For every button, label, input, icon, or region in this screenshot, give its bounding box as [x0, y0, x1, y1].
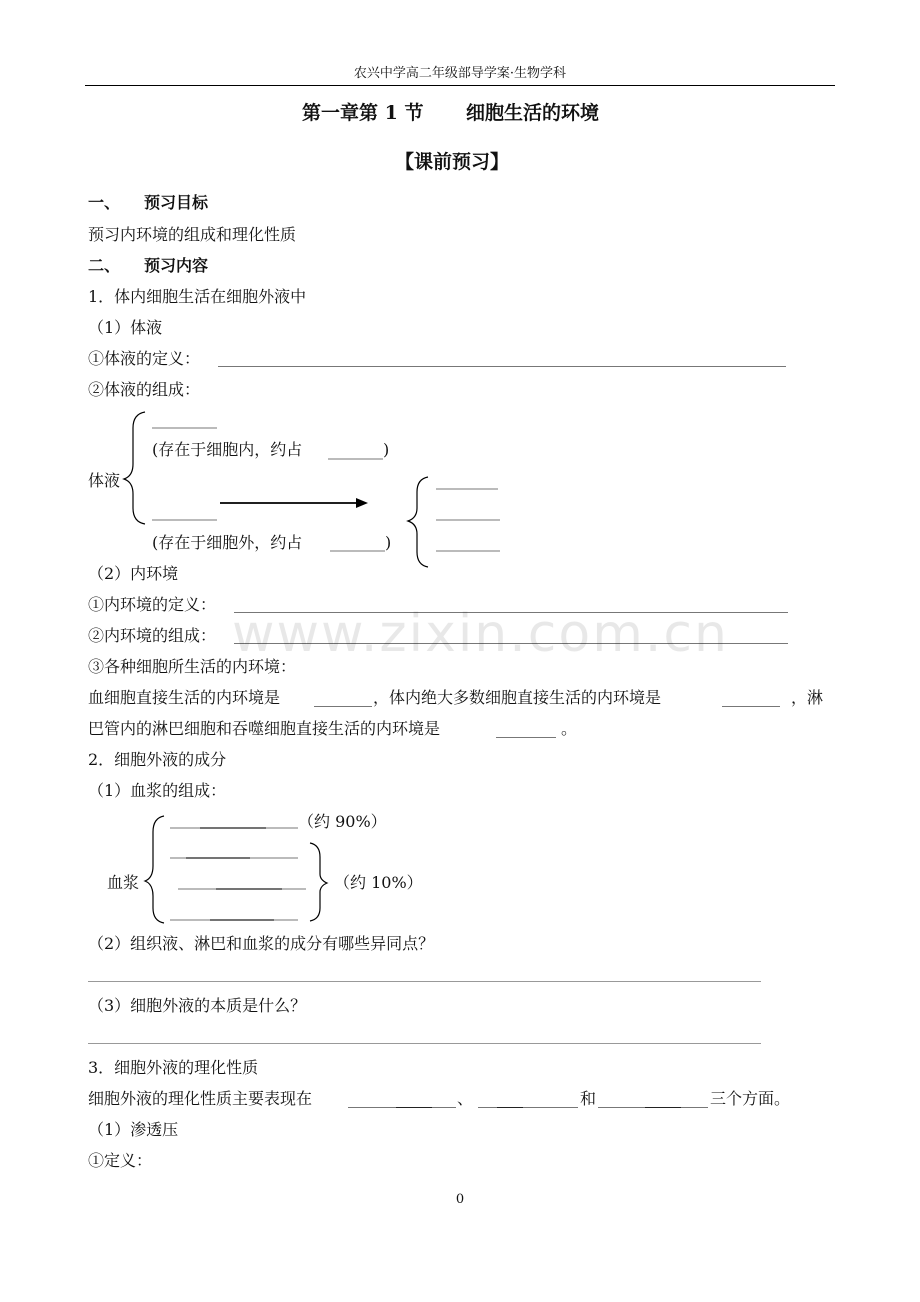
point-2-1: （1）血浆的组成：	[88, 781, 227, 800]
paragraph-line-1b: ，体内绝大多数细胞直接生活的内环境是	[373, 688, 662, 707]
plasma-water-percent: （约 90%）	[298, 812, 387, 831]
property-blank-2[interactable]	[478, 1107, 578, 1108]
osmotic-definition-label: ①定义：	[88, 1151, 153, 1170]
blood-cell-env-blank[interactable]	[314, 706, 372, 707]
property-blank-2-bold	[497, 1107, 523, 1108]
point-1-heading: 1．体内细胞生活在细胞外液中	[88, 287, 307, 306]
properties-text-d: 三个方面。	[710, 1089, 791, 1108]
point-3-1: （1）渗透压	[88, 1120, 179, 1139]
most-cells-env-blank[interactable]	[722, 706, 780, 707]
paragraph-line-2b: 。	[561, 719, 578, 738]
preview-goal: 预习内环境的组成和理化性质	[88, 225, 297, 244]
properties-text-b: 、	[457, 1089, 474, 1108]
point-2-3: （3）细胞外液的本质是什么？	[88, 996, 307, 1015]
chapter-title: 第一章第 1 节	[302, 102, 424, 124]
body-fluid-label: 体液	[88, 471, 121, 490]
plasma-label: 血浆	[107, 873, 140, 892]
point-3-heading: 3．细胞外液的理化性质	[88, 1058, 259, 1077]
property-blank-3-bold	[645, 1107, 681, 1108]
watermark-text: www.zixin.com.cn	[232, 604, 729, 664]
property-blank-1-bold	[396, 1107, 432, 1108]
point-1-2: （2）内环境	[88, 564, 179, 583]
extracellular-note: (存在于细胞外，约占	[152, 533, 303, 552]
answer-line-2-2[interactable]	[88, 981, 761, 982]
preview-heading: 【课前预习】	[395, 151, 510, 173]
paragraph-line-1a: 血细胞直接生活的内环境是	[88, 688, 281, 707]
body-fluid-brace	[124, 412, 145, 524]
point-1-1: （1）体液	[88, 318, 163, 337]
paragraph-line-2a: 巴管内的淋巴细胞和吞噬细胞直接生活的内环境是	[88, 719, 441, 738]
plasma-other-percent: （约 10%）	[334, 873, 423, 892]
plasma-brace	[145, 816, 164, 923]
internal-env-definition-label: ①内环境的定义：	[88, 595, 217, 614]
point-2-2: （2）组织液、淋巴和血浆的成分有哪些异同点？	[88, 934, 435, 953]
lesson-title: 细胞生活的环境	[466, 102, 600, 124]
extracellular-brace	[408, 477, 428, 567]
section-one-title: 预习目标	[144, 193, 209, 212]
answer-line-2-3[interactable]	[88, 1043, 761, 1044]
cells-environment-question: ③各种细胞所生活的内环境：	[88, 657, 297, 676]
intracellular-note-close: )	[383, 440, 390, 459]
extracellular-note-close: )	[385, 533, 392, 552]
properties-text-a: 细胞外液的理化性质主要表现在	[88, 1089, 313, 1108]
plasma-right-brace	[310, 843, 327, 921]
section-one-number: 一、	[88, 193, 121, 212]
section-two-title: 预习内容	[144, 256, 209, 275]
section-two-number: 二、	[88, 256, 121, 275]
properties-text-c: 和	[580, 1089, 597, 1108]
arrow-head	[356, 498, 368, 508]
body-fluid-composition-label: ②体液的组成：	[88, 380, 201, 399]
page-number: 0	[455, 1192, 465, 1207]
body-fluid-definition-label: ①体液的定义：	[88, 349, 201, 368]
point-2-heading: 2．细胞外液的成分	[88, 750, 227, 769]
internal-env-composition-label: ②内环境的组成：	[88, 626, 217, 645]
lymphocyte-env-blank[interactable]	[496, 737, 556, 738]
page-header: 农兴中学高二年级部导学案·生物学科	[353, 66, 567, 81]
paragraph-line-1c: ，淋	[791, 688, 824, 707]
intracellular-note: (存在于细胞内，约占	[152, 440, 303, 459]
